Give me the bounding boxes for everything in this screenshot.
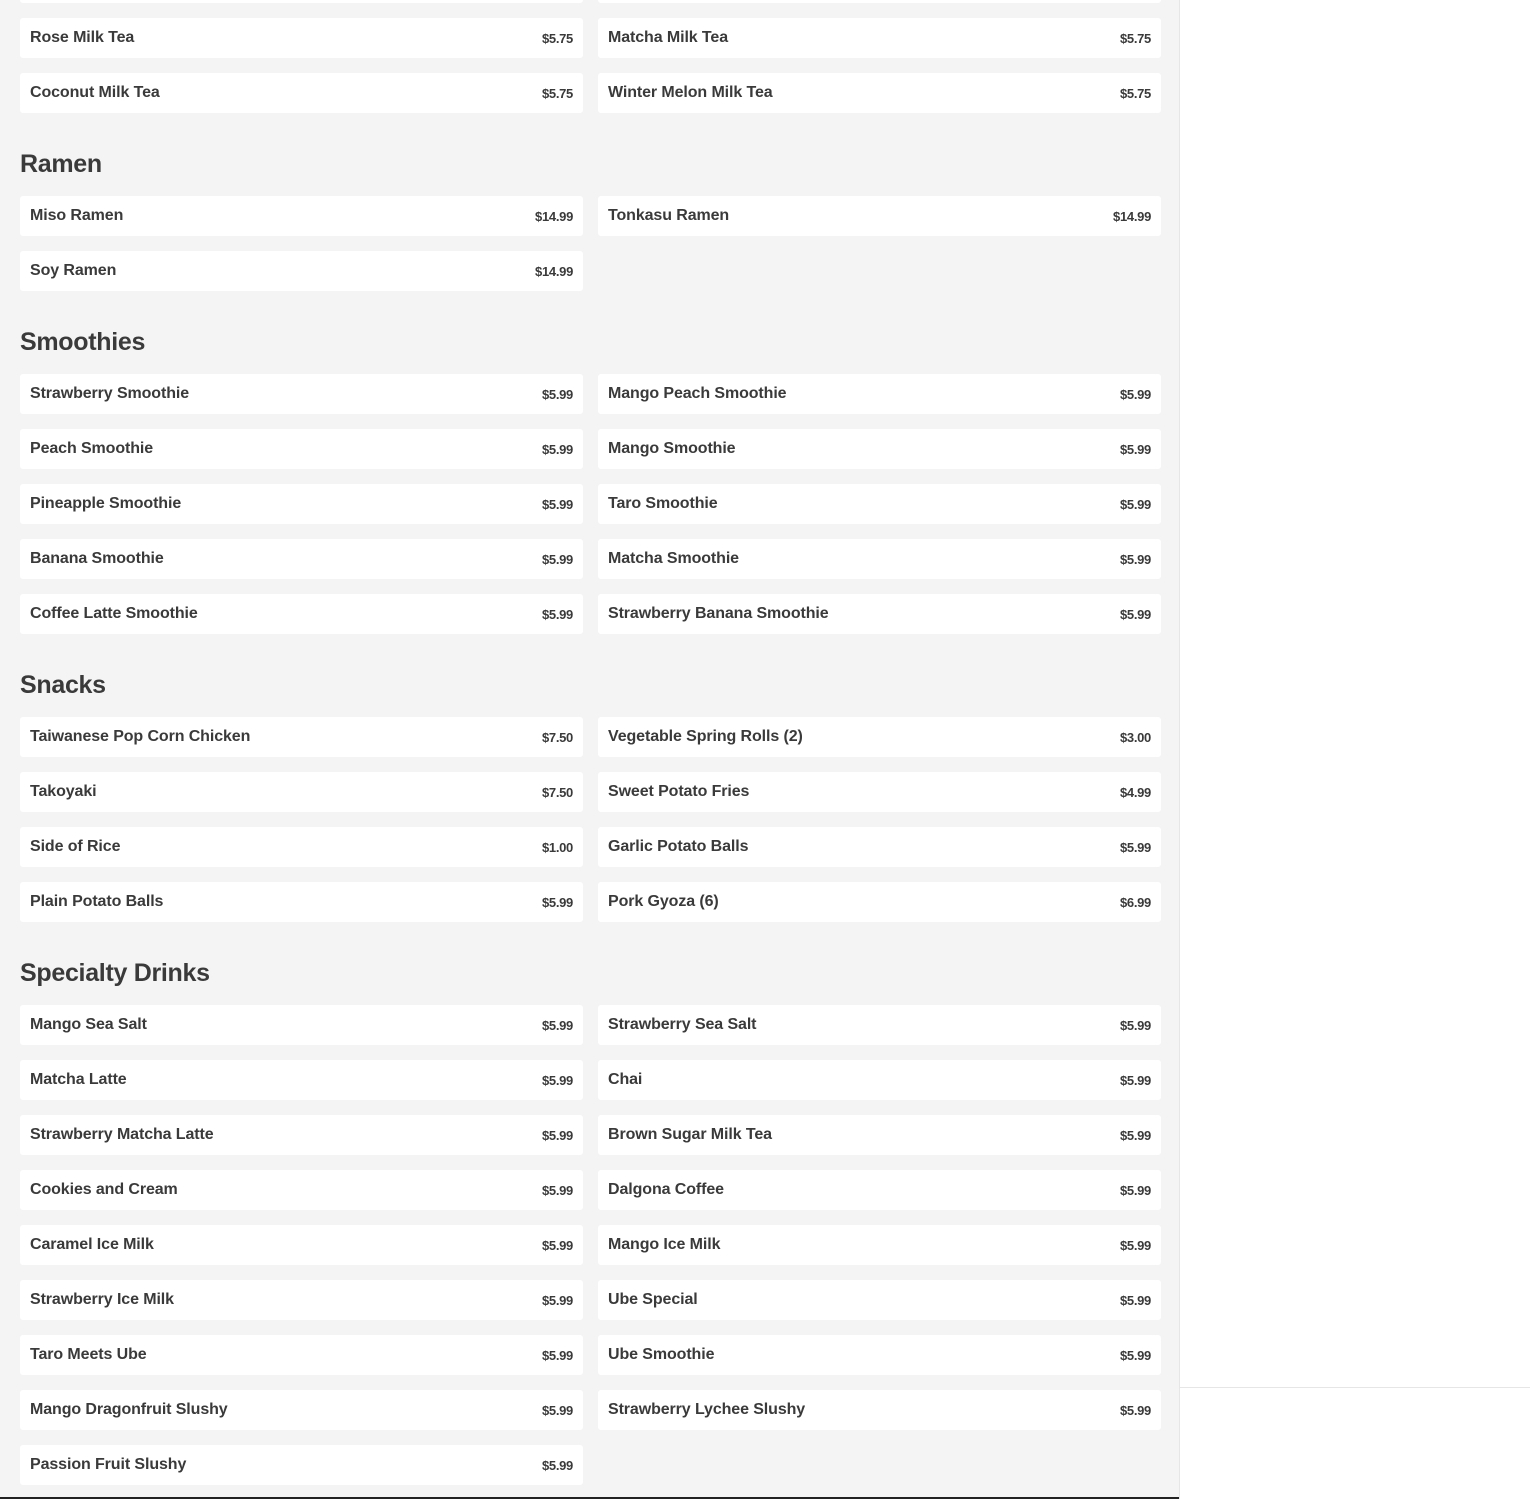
- menu-item-name: Dalgona Coffee: [608, 1181, 724, 1198]
- menu-item-price: $4.99: [1119, 784, 1151, 800]
- menu-item-ube-special[interactable]: [598, 1280, 1161, 1320]
- menu-item-name: Ube Smoothie: [608, 1346, 715, 1363]
- menu-item-matcha-smoothie[interactable]: [598, 539, 1161, 579]
- menu-item-pineapple-smoothie[interactable]: [20, 484, 583, 524]
- menu-item-price: $3.00: [1119, 729, 1151, 745]
- menu-item-price: $5.99: [541, 1292, 573, 1308]
- menu-item-price: $5.99: [1119, 496, 1151, 512]
- menu-item-name: Strawberry Ice Milk: [30, 1291, 174, 1308]
- menu-item-garlic-potato-balls[interactable]: [598, 827, 1161, 867]
- menu-item-caramel-ice-milk[interactable]: [20, 1225, 583, 1265]
- menu-item-name: Rose Milk Tea: [30, 29, 135, 46]
- menu-item-coffee-latte-smoothie[interactable]: [20, 594, 583, 634]
- menu-item-price: $5.99: [541, 1402, 573, 1418]
- menu-item-name: Soy Ramen: [30, 262, 117, 279]
- menu-item-price: $5.99: [1119, 1182, 1151, 1198]
- menu-item-price: $5.99: [1119, 441, 1151, 457]
- menu-item-mango-dragonfruit-slushy[interactable]: [20, 1390, 583, 1430]
- menu-item-price: $14.99: [535, 263, 573, 279]
- menu-item-name: Caramel Ice Milk: [30, 1236, 154, 1253]
- menu-item-taro-meets-ube[interactable]: [20, 1335, 583, 1375]
- menu-item-price: $5.99: [1119, 1072, 1151, 1088]
- menu-item-name: Taro Smoothie: [608, 495, 718, 512]
- menu-item-matcha-latte[interactable]: [20, 1060, 583, 1100]
- menu-item-winter-melon-milk-tea[interactable]: [598, 73, 1161, 113]
- menu-item-price: $5.75: [1119, 30, 1151, 46]
- menu-item-name: Plain Potato Balls: [30, 893, 164, 910]
- menu-item-price: $7.50: [541, 729, 573, 745]
- menu-item-name: Taiwanese Pop Corn Chicken: [30, 728, 251, 745]
- menu-item-price: $1.00: [541, 839, 573, 855]
- menu-item-price: $5.99: [541, 1182, 573, 1198]
- menu-item-name: Peach Smoothie: [30, 440, 154, 457]
- menu-item-name: Cookies and Cream: [30, 1181, 178, 1198]
- menu-item-vegetable-spring-rolls-2[interactable]: [598, 717, 1161, 757]
- menu-item-ube-smoothie[interactable]: [598, 1335, 1161, 1375]
- menu-item-takoyaki[interactable]: [20, 772, 583, 812]
- menu-item-name: Brown Sugar Milk Tea: [608, 1126, 772, 1143]
- menu-item-name: Matcha Milk Tea: [608, 29, 729, 46]
- menu-item-name: Mango Smoothie: [608, 440, 736, 457]
- menu-item-price: $5.99: [541, 551, 573, 567]
- menu-item-price: $5.99: [541, 1347, 573, 1363]
- menu-item-side-of-rice[interactable]: [20, 827, 583, 867]
- menu-item-price: $5.99: [541, 1127, 573, 1143]
- menu-item-price: $5.75: [541, 30, 573, 46]
- menu-item-name: Chai: [608, 1071, 643, 1088]
- menu-item-name: Tonkasu Ramen: [608, 207, 730, 224]
- menu-item-price: $5.99: [541, 606, 573, 622]
- menu-item-price: $5.99: [1119, 1292, 1151, 1308]
- menu-item-plain-potato-balls[interactable]: [20, 882, 583, 922]
- menu-item-name: Mango Dragonfruit Slushy: [30, 1401, 228, 1418]
- menu-item-mango-sea-salt[interactable]: [20, 1005, 583, 1045]
- menu-item-dalgona-coffee[interactable]: [598, 1170, 1161, 1210]
- menu-item-pork-gyoza-6[interactable]: [598, 882, 1161, 922]
- menu-item-price: $5.99: [541, 1237, 573, 1253]
- menu-item-taro-smoothie[interactable]: [598, 484, 1161, 524]
- menu-item-name: Strawberry Sea Salt: [608, 1016, 757, 1033]
- menu-item-name: Mango Sea Salt: [30, 1016, 147, 1033]
- menu-item-price: $5.75: [1119, 85, 1151, 101]
- menu-item-rose-milk-tea[interactable]: [20, 18, 583, 58]
- menu-item-passion-fruit-slushy[interactable]: [20, 1445, 583, 1485]
- menu-item-price: $14.99: [1113, 208, 1151, 224]
- menu-item-cookies-and-cream[interactable]: [20, 1170, 583, 1210]
- menu-item-price: $5.99: [541, 894, 573, 910]
- menu-item-sweet-potato-fries[interactable]: [598, 772, 1161, 812]
- menu-item-price: $5.99: [1119, 551, 1151, 567]
- menu-item-price: $5.99: [1119, 1347, 1151, 1363]
- menu-item-price: $7.50: [541, 784, 573, 800]
- menu-item-peach-smoothie[interactable]: [20, 429, 583, 469]
- menu-item-name: Coffee Latte Smoothie: [30, 605, 198, 622]
- menu-item-tonkasu-ramen[interactable]: [598, 196, 1161, 236]
- menu-item-name: Takoyaki: [30, 783, 97, 800]
- menu-item-price: $5.99: [541, 1457, 573, 1473]
- menu-item-strawberry-ice-milk[interactable]: [20, 1280, 583, 1320]
- menu-item-price: $5.99: [1119, 386, 1151, 402]
- menu-item-matcha-milk-tea[interactable]: [598, 18, 1161, 58]
- menu-item-price: $5.99: [1119, 1017, 1151, 1033]
- menu-item-price: $6.99: [1119, 894, 1151, 910]
- menu-item-price: $5.99: [1119, 1402, 1151, 1418]
- menu-item-name: Passion Fruit Slushy: [30, 1456, 187, 1473]
- panel-divider: [1180, 1387, 1530, 1388]
- menu-item-mango-smoothie[interactable]: [598, 429, 1161, 469]
- section-heading-ramen: Ramen: [20, 150, 102, 178]
- menu-item-price: $5.99: [1119, 1237, 1151, 1253]
- menu-item[interactable]: [20, 0, 583, 3]
- menu-item-price: $5.99: [541, 1072, 573, 1088]
- menu-item-strawberry-matcha-latte[interactable]: [20, 1115, 583, 1155]
- menu-item-name: Matcha Smoothie: [608, 550, 739, 567]
- menu-item-name: Ube Special: [608, 1291, 698, 1308]
- section-heading-snacks: Snacks: [20, 671, 106, 699]
- menu-item-price: $5.99: [1119, 606, 1151, 622]
- menu-item-name: Banana Smoothie: [30, 550, 164, 567]
- order-side-panel: [1179, 0, 1530, 1499]
- menu-item-name: Taro Meets Ube: [30, 1346, 147, 1363]
- menu-item-strawberry-lychee-slushy[interactable]: [598, 1390, 1161, 1430]
- menu-item[interactable]: [598, 0, 1161, 3]
- menu-item-brown-sugar-milk-tea[interactable]: [598, 1115, 1161, 1155]
- menu-item-strawberry-smoothie[interactable]: [20, 374, 583, 414]
- menu-item-chai[interactable]: [598, 1060, 1161, 1100]
- menu-item-miso-ramen[interactable]: [20, 196, 583, 236]
- menu-item-name: Winter Melon Milk Tea: [608, 84, 773, 101]
- menu-item-price: $5.99: [541, 496, 573, 512]
- menu-item-name: Mango Peach Smoothie: [608, 385, 787, 402]
- menu-item-banana-smoothie[interactable]: [20, 539, 583, 579]
- menu-item-coconut-milk-tea[interactable]: [20, 73, 583, 113]
- section-heading-specialty-drinks: Specialty Drinks: [20, 959, 210, 987]
- menu-item-price: $5.75: [541, 85, 573, 101]
- menu-item-name: Vegetable Spring Rolls (2): [608, 728, 803, 745]
- menu-item-name: Garlic Potato Balls: [608, 838, 749, 855]
- menu-item-price: $5.99: [541, 386, 573, 402]
- menu-item-name: Pork Gyoza (6): [608, 893, 719, 910]
- menu-item-name: Sweet Potato Fries: [608, 783, 750, 800]
- menu-item-price: $5.99: [1119, 839, 1151, 855]
- section-heading-smoothies: Smoothies: [20, 328, 146, 356]
- menu-item-name: Strawberry Lychee Slushy: [608, 1401, 806, 1418]
- menu-item-name: Strawberry Matcha Latte: [30, 1126, 214, 1143]
- menu-item-strawberry-banana-smoothie[interactable]: [598, 594, 1161, 634]
- menu-item-name: Side of Rice: [30, 838, 121, 855]
- menu-item-strawberry-sea-salt[interactable]: [598, 1005, 1161, 1045]
- menu-item-price: $5.99: [541, 1017, 573, 1033]
- menu-item-mango-ice-milk[interactable]: [598, 1225, 1161, 1265]
- menu-item-mango-peach-smoothie[interactable]: [598, 374, 1161, 414]
- menu-item-name: Miso Ramen: [30, 207, 124, 224]
- menu-item-price: $5.99: [541, 441, 573, 457]
- menu-item-name: Strawberry Banana Smoothie: [608, 605, 829, 622]
- menu-item-price: $5.99: [1119, 1127, 1151, 1143]
- menu-item-price: $14.99: [535, 208, 573, 224]
- menu-item-name: Pineapple Smoothie: [30, 495, 182, 512]
- menu-item-name: Mango Ice Milk: [608, 1236, 721, 1253]
- menu-item-name: Matcha Latte: [30, 1071, 127, 1088]
- menu-item-taiwanese-pop-corn-chicken[interactable]: [20, 717, 583, 757]
- menu-item-soy-ramen[interactable]: [20, 251, 583, 291]
- menu-item-name: Strawberry Smoothie: [30, 385, 190, 402]
- menu-item-name: Coconut Milk Tea: [30, 84, 160, 101]
